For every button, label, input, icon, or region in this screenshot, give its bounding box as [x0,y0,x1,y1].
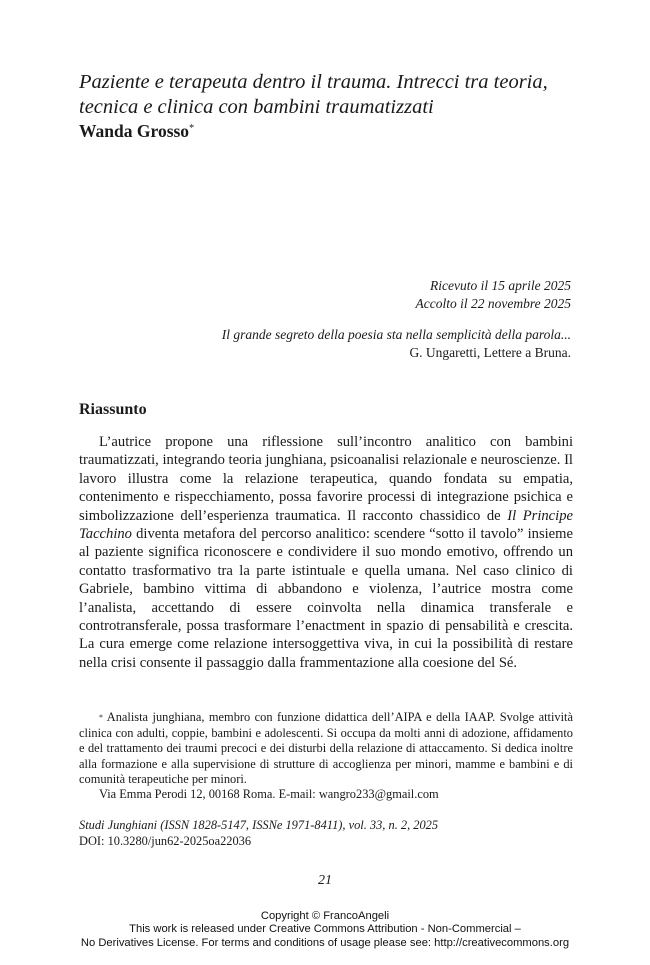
journal-info [79,818,438,849]
copyright-line-3[interactable]: No Derivatives License. For terms and conditions of usage please see: http://creativecommons.org [80,936,570,949]
author-address: Via Emma Perodi 12, 00168 Roma. E-mail: wangro233@gmail.com [99,787,439,801]
epigraph-attribution: G. Ungaretti, Lettere a Bruna. [409,345,571,360]
epigraph-quote: Il grande segreto della poesia sta nella semplicità della parola... [221,327,571,342]
footnote-text: Analista junghiana, membro con funzione didattica dell’AIPA e della IAAP. Svolge attività clinica con adulti, coppie, bambini e adolescenti. Si occupa da molti anni di adozione, affidamento e del trattamento dei traumi precoci e dei disturbi della relazione di attaccamento. Si dedica inoltre alla formazione e alla supervisione di strutture di accoglienza per minori, mamme e bambini e di comunità terapeutiche per minori. [79,710,573,787]
abstract-text-1: L’autrice propone una riflessione sull’incontro analitico con bambini traumatizzati, integrando teoria junghiana, psicoanalisi relazionale e neuroscienze. Il lavoro illustra come la relazione terapeutica, quando fondata su empatia, contenimento e rispecchiamento, possa favorire processi di integrazione psichica e simbolizzazione dell’esperienza traumatica. Il racconto chassidico de [79,434,573,524]
abstract-heading: Riassunto [79,401,147,418]
copyright-line-1: Copyright © FrancoAngeli [260,910,390,922]
abstract-italic-title: Il Principe Tacchino [79,507,573,543]
copyright-line-2: This work is released under Creative Commons Attribution - Non-Commercial – [129,923,521,936]
received-date: Ricevuto il 15 aprile 2025 [430,278,571,293]
epigraph [222,326,571,362]
abstract-body [79,433,573,672]
author-name [79,121,194,141]
accepted-date: Accolto il 22 novembre 2025 [415,296,571,311]
author-footnote [79,710,573,788]
abstract-text-2: diventa metafora del percorso analitico: scendere “sotto il tavolo” insieme al paziente significa riconoscere e condividere il suo mondo emotivo, offrendo un contatto trasformativo tra la parte istintuale e quella umana. Nel caso clinico di Gabriele, bambino vittima di abbandono e violenza, l’autrice mostra come l’analista, accettando di essere coinvolta nella dinamica transferale e controtransferale, possa trasformare l’enactment in spazio di pensabilità e crescita. La cura emerge come relazione intersoggettiva viva, in cui la possibilità di restare nella crisi consente il passaggio dalla frammentazione alla coesione del Sé. [79,526,573,671]
article-title: Paziente e terapeuta dentro il trauma. Intrecci tra teoria, tecnica e clinica con bambini traumatizzati [79,71,548,118]
journal-doi[interactable]: DOI: 10.3280/jun62-2025oa22036 [79,833,252,848]
footnote-mark: * [99,713,103,722]
page-number: 21 [318,873,332,888]
journal-citation: Studi Junghiani (ISSN 1828-5147, ISSNe 1971-8411), vol. 33, n. 2, 2025 [79,818,439,832]
author-footnote-mark[interactable]: * [189,123,195,134]
copyright-notice [0,910,650,950]
submission-dates [416,277,571,313]
author-name-text: Wanda Grosso [79,121,190,141]
